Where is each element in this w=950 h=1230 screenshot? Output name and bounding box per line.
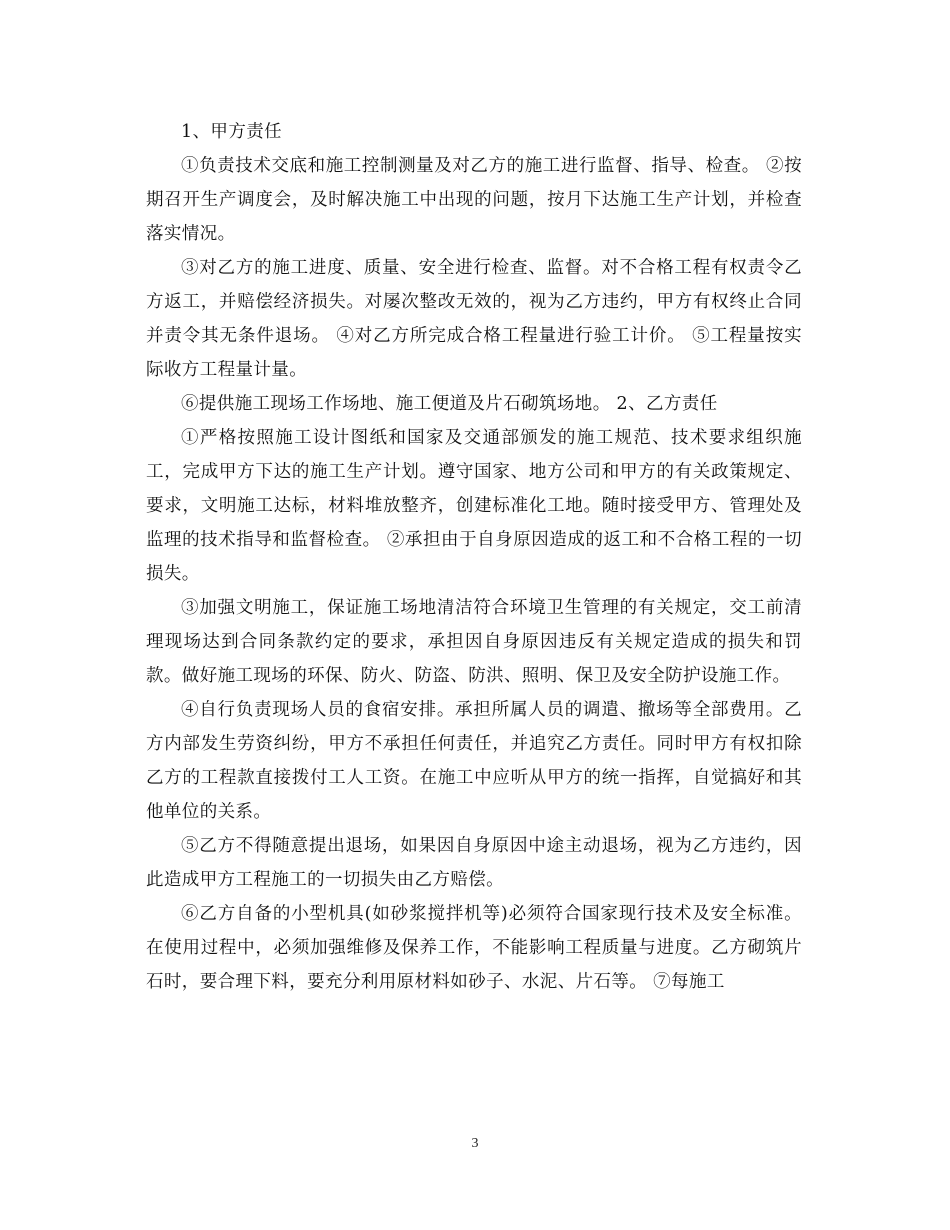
paragraph: ③对乙方的施工进度、质量、安全进行检查、监督。对不合格工程有权责令乙方返工，并赔偿经济损失。对屡次整改无效的，视为乙方违约，甲方有权终止合同并责令其无条件退场。 ④对乙方所完成合格工程量进行验工计价。 ⑤工程量按实际收方工程量计量。 bbox=[146, 258, 802, 380]
paragraph: ③加强文明施工，保证施工场地清洁符合环境卫生管理的有关规定，交工前清理现场达到合同条款约定的要求，承担因自身原因违反有关规定造成的损失和罚款。做好施工现场的环保、防火、防盗、防洪、照明、保卫及安全防护设施工作。 bbox=[146, 598, 802, 686]
paragraph: ④自行负责现场人员的食宿安排。承担所属人员的调遣、撤场等全部费用。乙方内部发生劳资纠纷，甲方不承担任何责任，并追究乙方责任。同时甲方有权扣除乙方的工程款直接拨付工人工资。在施工中应听从甲方的统一指挥，自觉搞好和其他单位的关系。 bbox=[146, 700, 802, 822]
paragraph: ⑥提供施工现场工作场地、施工便道及片石砌筑场地。 2、乙方责任 bbox=[181, 394, 718, 414]
page-number: 3 bbox=[471, 1136, 479, 1151]
paragraph: ①负责技术交底和施工控制测量及对乙方的施工进行监督、指导、检查。 ②按期召开生产调度会，及时解决施工中出现的问题，按月下达施工生产计划，并检查落实情况。 bbox=[146, 156, 802, 244]
document-body bbox=[146, 115, 802, 999]
paragraph: ⑥乙方自备的小型机具(如砂浆搅拌机等)必须符合国家现行技术及安全标准。在使用过程中，必须加强维修及保养工作，不能影响工程质量与进度。乙方砌筑片石时，要合理下料，要充分利用原材料如砂子、水泥、片石等。 ⑦每施工 bbox=[146, 904, 802, 992]
paragraph: ①严格按照施工设计图纸和国家及交通部颁发的施工规范、技术要求组织施工，完成甲方下达的施工生产计划。遵守国家、地方公司和甲方的有关政策规定、要求，文明施工达标，材料堆放整齐，创建标准化工地。随时接受甲方、管理处及监理的技术指导和监督检查。 ②承担由于自身原因造成的返工和不合格工程的一切损失。 bbox=[146, 428, 802, 584]
paragraph: ⑤乙方不得随意提出退场，如果因自身原因中途主动退场，视为乙方违约，因此造成甲方工程施工的一切损失由乙方赔偿。 bbox=[146, 836, 802, 890]
section-heading-party-a: 1、甲方责任 bbox=[181, 122, 283, 142]
